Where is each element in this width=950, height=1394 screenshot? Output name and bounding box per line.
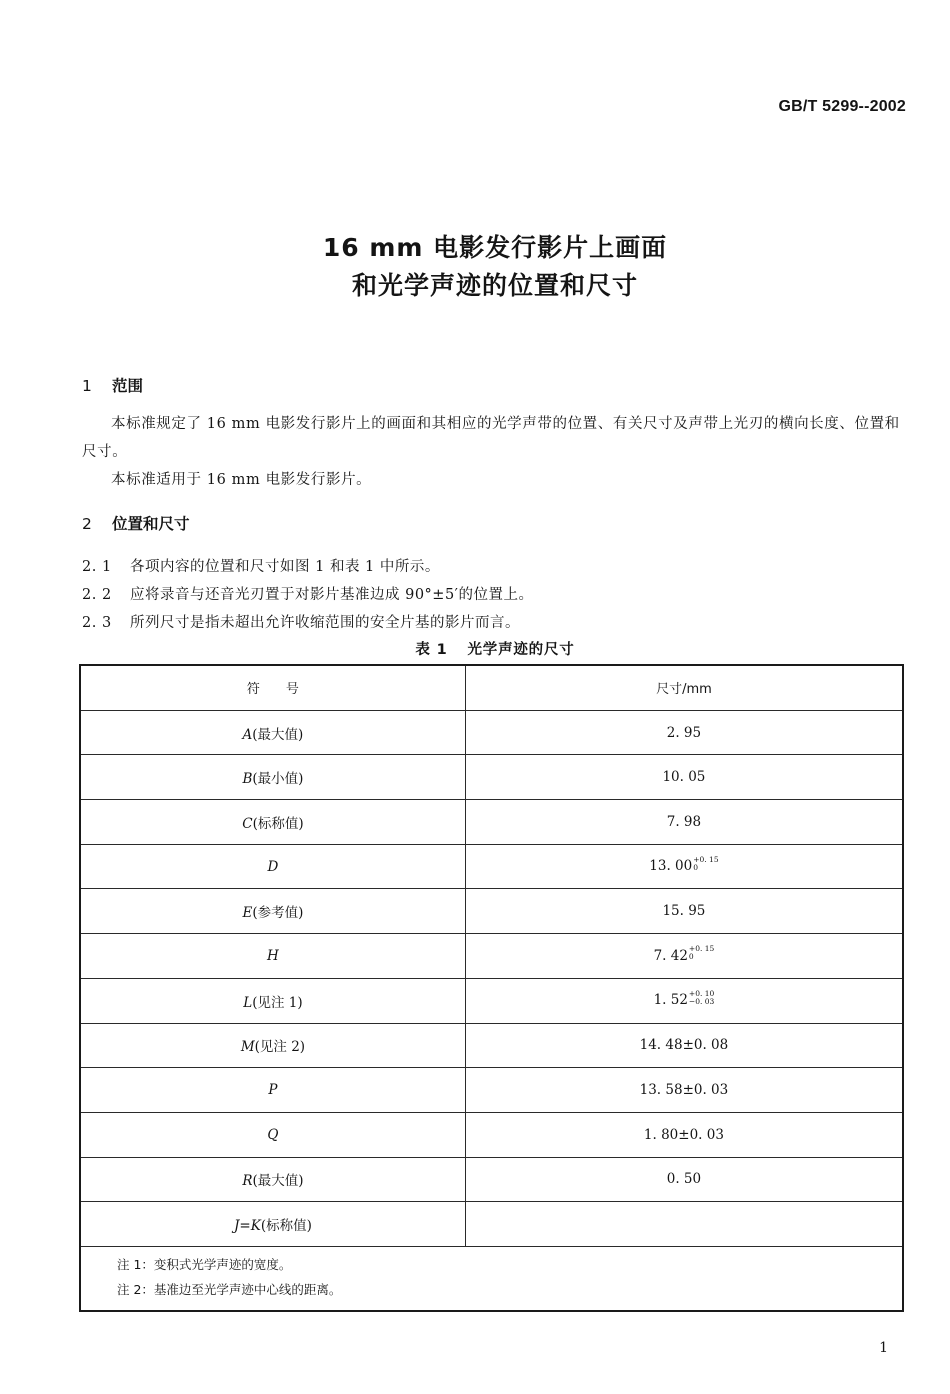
tolerance <box>689 945 714 961</box>
symbol-letter: D <box>267 858 279 875</box>
table-row <box>80 710 903 755</box>
symbol-letter: R <box>242 1173 253 1190</box>
section-1-title: 范围 <box>112 377 144 395</box>
symbol-letter: Q <box>267 1126 279 1143</box>
table-row <box>80 1157 903 1202</box>
header-dimension: 尺寸/mm <box>465 665 903 710</box>
symbol-letter: M <box>240 1039 255 1056</box>
tolerance-upper: +0. 15 <box>693 854 719 864</box>
standard-code: GB/T 5299--2002 <box>778 98 906 115</box>
symbol-cell <box>80 800 465 845</box>
document-title-line-1: 16 mm 电影发行影片上画面 <box>322 233 668 262</box>
table-caption <box>0 638 950 659</box>
symbol-note: (见注 1) <box>252 994 303 1011</box>
optical-sound-track-dimensions-table <box>79 664 904 1312</box>
value-cell <box>465 978 903 1023</box>
clause-number: 2. 1 <box>82 559 112 575</box>
symbol-cell <box>80 889 465 934</box>
symbol-note: (最小值) <box>252 771 304 788</box>
symbol-letter: C <box>242 815 253 832</box>
value-text: 1. 52 <box>653 992 688 1009</box>
section-1-heading <box>82 374 143 396</box>
value-cell <box>465 934 903 979</box>
table-notes-row <box>80 1246 903 1311</box>
symbol-cell <box>80 1023 465 1068</box>
tolerance-lower: 0 <box>693 862 698 872</box>
symbol-cell <box>80 1202 465 1247</box>
table-row <box>80 1202 903 1247</box>
tolerance-lower: 0 <box>688 952 694 962</box>
symbol-note: (最大值) <box>252 1173 304 1190</box>
header-symbol: 符 号 <box>80 665 465 710</box>
value-cell: 2. 95 <box>465 710 903 755</box>
table-note-2: 注 2：基准边至光学声迹中心线的距离。 <box>117 1281 342 1297</box>
table-row <box>80 755 903 800</box>
tolerance-upper: +0. 15 <box>688 944 715 954</box>
table-row <box>80 934 903 979</box>
table-row <box>80 1023 903 1068</box>
symbol-letter: A <box>242 726 253 743</box>
symbol-cell <box>80 844 465 889</box>
table-row <box>80 889 903 934</box>
section-2-title: 位置和尺寸 <box>112 515 190 533</box>
symbol-cell <box>80 978 465 1023</box>
table-row <box>80 1068 903 1113</box>
clause-2-2 <box>82 583 533 604</box>
symbol-cell <box>80 755 465 800</box>
section-2-heading <box>82 512 190 534</box>
page-number: 1 <box>879 1340 888 1356</box>
tolerance-upper: +0. 10 <box>688 988 715 998</box>
value-cell: 10. 05 <box>465 755 903 800</box>
symbol-letter: E <box>242 905 253 922</box>
table-header-row <box>80 665 903 710</box>
table-note-1: 注 1：变积式光学声迹的宽度。 <box>117 1256 292 1272</box>
clause-number: 2. 2 <box>82 587 112 603</box>
symbol-note: (最大值) <box>252 726 304 743</box>
symbol-cell <box>80 1068 465 1113</box>
clause-text: 各项内容的位置和尺寸如图 1 和表 1 中所示。 <box>130 559 440 575</box>
clause-number: 2. 3 <box>82 615 112 631</box>
tolerance-lower: −0. 03 <box>688 996 715 1006</box>
value-cell <box>465 844 903 889</box>
symbol-note: (标称值) <box>260 1218 312 1235</box>
clause-2-3 <box>82 611 520 632</box>
section-1-paragraph-1: 本标准规定了 16 mm 电影发行影片上的画面和其相应的光学声带的位置、有关尺寸及声带上光刃的横向长度、位置和尺寸。 <box>82 416 900 460</box>
value-cell: 13. 58±0. 03 <box>465 1068 903 1113</box>
symbol-note: (标称值) <box>252 815 304 832</box>
section-1-number: 1 <box>82 377 92 395</box>
value-cell: 1. 80±0. 03 <box>465 1112 903 1157</box>
value-cell <box>465 1202 903 1247</box>
value-text: 7. 42 <box>653 947 688 964</box>
symbol-letter: B <box>242 771 253 788</box>
clause-text: 应将录音与还音光刃置于对影片基准边成 90°±5′的位置上。 <box>130 587 534 603</box>
tolerance <box>693 856 718 872</box>
symbol-cell <box>80 1157 465 1202</box>
section-2-number: 2 <box>82 515 92 533</box>
value-cell: 0. 50 <box>465 1157 903 1202</box>
tolerance <box>689 990 714 1006</box>
symbol-letter: J=K <box>234 1218 261 1235</box>
table-notes <box>80 1246 903 1311</box>
symbol-cell <box>80 934 465 979</box>
symbol-note: (见注 2) <box>254 1039 306 1056</box>
table-row <box>80 978 903 1023</box>
symbol-note: (参考值) <box>252 905 304 922</box>
value-cell: 15. 95 <box>465 889 903 934</box>
table-row <box>80 800 903 845</box>
symbol-cell <box>80 710 465 755</box>
value-cell: 7. 98 <box>465 800 903 845</box>
clause-text: 所列尺寸是指未超出允许收缩范围的安全片基的影片而言。 <box>130 615 520 631</box>
document-title-line-2: 和光学声迹的位置和尺寸 <box>351 271 638 300</box>
clause-2-1 <box>82 555 440 576</box>
section-1-paragraph-2: 本标准适用于 16 mm 电影发行影片。 <box>111 472 372 488</box>
symbol-letter: P <box>268 1082 278 1099</box>
table-row <box>80 1112 903 1157</box>
symbol-cell <box>80 1112 465 1157</box>
table-row <box>80 844 903 889</box>
symbol-letter: H <box>267 947 279 964</box>
table-caption-title: 光学声迹的尺寸 <box>467 642 575 658</box>
value-text: 13. 00 <box>649 858 693 875</box>
value-cell: 14. 48±0. 08 <box>465 1023 903 1068</box>
table-caption-number: 表 1 <box>415 642 448 658</box>
symbol-letter: L <box>243 994 253 1011</box>
